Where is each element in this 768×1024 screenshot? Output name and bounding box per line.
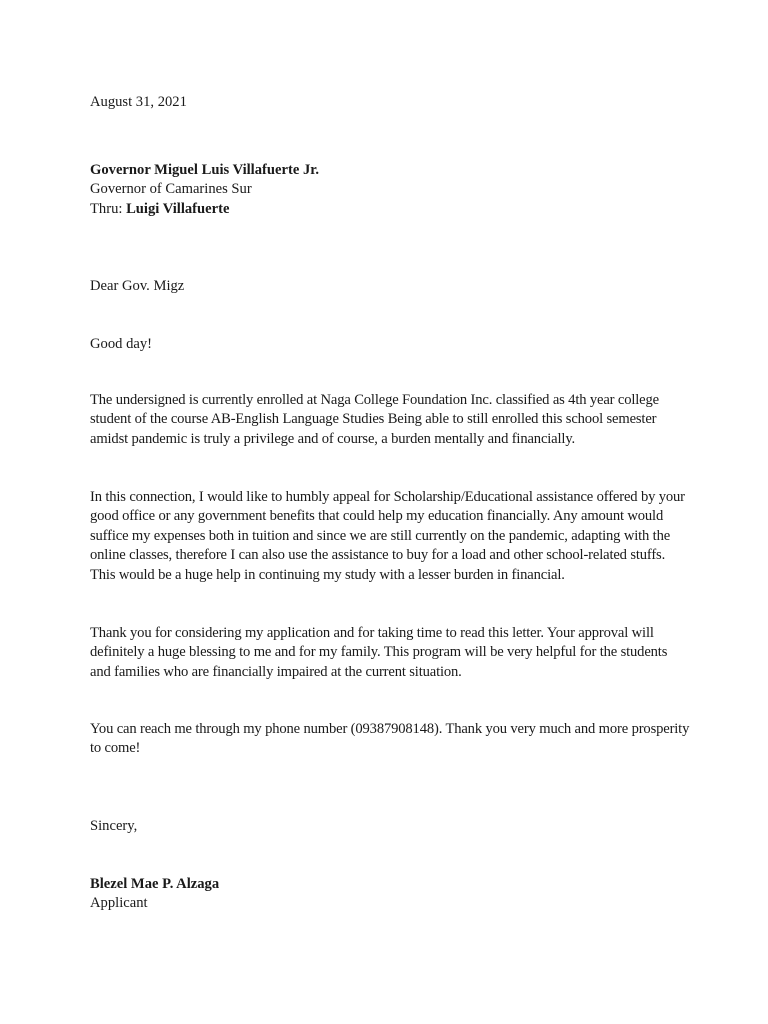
body-paragraph-2: In this connection, I would like to humbly appeal for Scholarship/Educational assistance offered by your good office or any government benefits that could help my education financially. Any amount would suffice my expenses both in tuition and since we are still currently on the pandemic, adapting with the online classes, therefore I can also use the assistance to buy for a load and other school-related stuffs. This would be a huge help in continuing my study with a lesser burden in financial. [90, 489, 685, 583]
body-paragraph-1: The undersigned is currently enrolled at Naga College Foundation Inc. classified as 4th year college student of the course AB-English Language Studies Being able to still enrolled this school semester amidst pandemic is truly a privilege and of course, a burden mentally and financially. [90, 392, 659, 447]
signatory-name: Blezel Mae P. Alzaga [90, 876, 220, 892]
body-paragraph-4: You can reach me through my phone number (09387908148). Thank you very much and more prosperity to come! [90, 721, 690, 757]
recipient-thru [90, 200, 690, 219]
thru-label: Thru: [90, 200, 127, 217]
signatory-role: Applicant [90, 895, 148, 912]
recipient-title: Governor of Camarines Sur [90, 181, 252, 198]
signature-block [90, 875, 690, 914]
body-paragraph-3: Thank you for considering my application and for taking time to read this letter. Your approval will definitely a huge blessing to me and for my family. This program will be very helpful for the students and families who are financially impaired at the current situation. [90, 625, 668, 680]
closing: Sincery, [90, 818, 138, 834]
thru-name: Luigi Villafuerte [126, 200, 230, 217]
letter-page [90, 0, 690, 1024]
salutation: Dear Gov. Migz [90, 278, 185, 294]
recipient-block [90, 161, 690, 219]
greeting: Good day! [90, 336, 153, 352]
recipient-name: Governor Miguel Luis Villafuerte Jr. [90, 162, 320, 178]
letter-date: August 31, 2021 [90, 94, 187, 110]
